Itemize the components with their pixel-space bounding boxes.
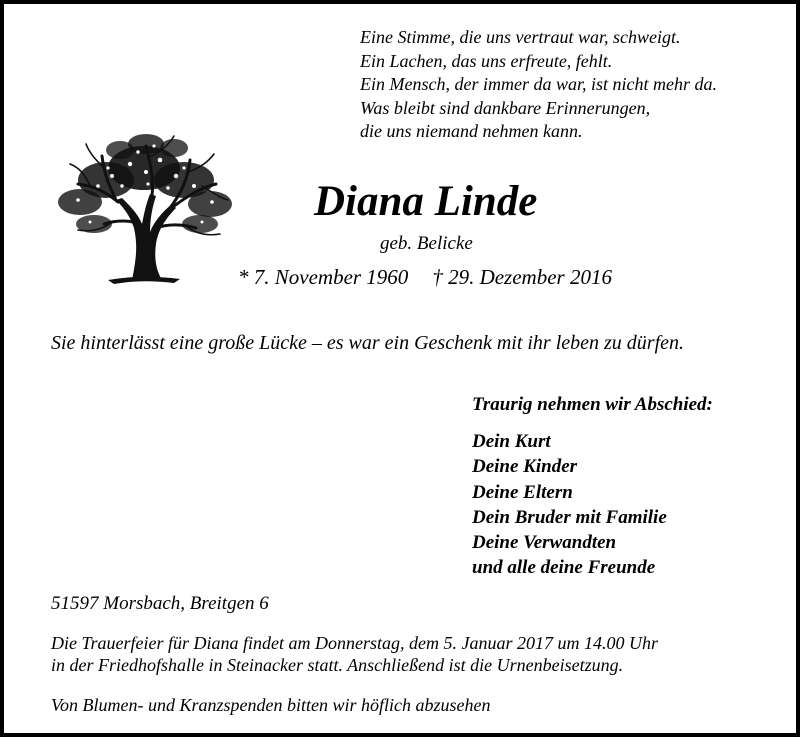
death-date: † 29. Dezember 2016	[432, 265, 612, 289]
mourner: Deine Verwandten	[472, 532, 617, 554]
maiden-name: geb. Belicke	[380, 233, 473, 254]
address: 51597 Morsbach, Breitgen 6	[51, 593, 269, 614]
legacy-line: Sie hinterlässt eine große Lücke – es war ein Geschenk mit ihr leben zu dürfen.	[51, 332, 685, 354]
service-info	[51, 632, 658, 676]
poem-line: Was bleibt sind dankbare Erinnerungen,	[360, 97, 651, 118]
deceased-name: Diana Linde	[314, 178, 538, 225]
mourner: Deine Eltern	[472, 481, 573, 503]
poem-line: Ein Mensch, der immer da war, ist nicht mehr da.	[360, 74, 717, 94]
service-line: in der Friedhofshalle in Steinacker statt. Anschließend ist die Urnenbeisetzung.	[51, 655, 624, 675]
birth-date: * 7. November 1960	[238, 265, 409, 289]
poem-line: die uns niemand nehmen kann.	[360, 121, 583, 141]
mourner: und alle deine Freunde	[472, 557, 656, 579]
mourner: Dein Bruder mit Familie	[472, 506, 667, 528]
mourners-list	[472, 429, 667, 581]
tree-icon	[50, 128, 238, 288]
flowers-note: Von Blumen- und Kranzspenden bitten wir höflich abzusehen	[51, 695, 491, 715]
life-dates	[238, 263, 612, 291]
service-line: Die Trauerfeier für Diana findet am Donnerstag, dem 5. Januar 2017 um 14.00 Uhr	[51, 633, 658, 653]
poem-line: Eine Stimme, die uns vertraut war, schweigt.	[360, 27, 681, 47]
farewell-heading: Traurig nehmen wir Abschied:	[472, 394, 713, 415]
poem	[360, 26, 790, 144]
mourner: Dein Kurt	[472, 431, 551, 452]
poem-line: Ein Lachen, das uns erfreute, fehlt.	[360, 50, 613, 71]
mourner: Deine Kinder	[472, 456, 578, 478]
